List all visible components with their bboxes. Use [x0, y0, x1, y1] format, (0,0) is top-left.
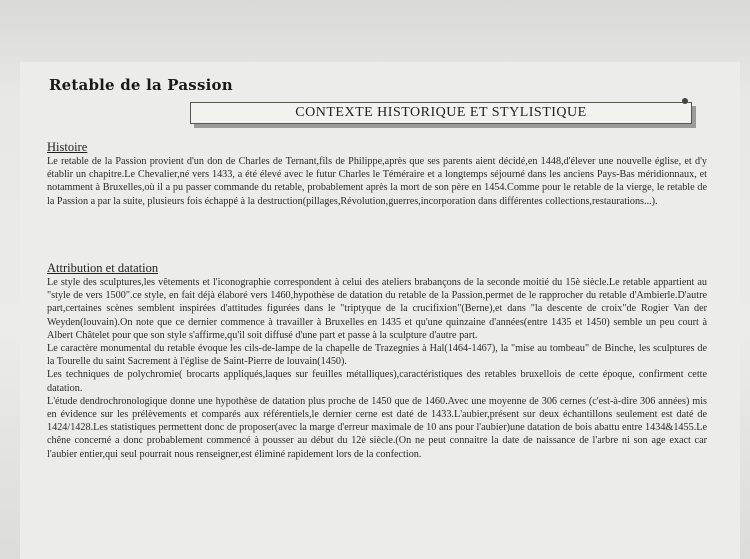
section-banner: CONTEXTE HISTORIQUE ET STYLISTIQUE	[190, 102, 692, 124]
section-heading: Attribution et datation	[47, 261, 159, 275]
ink-dot	[682, 98, 688, 104]
paragraph: Le style des sculptures,les vêtements et l'iconographie correspondent à celui des ateliers brabançons de la seconde moitié du 15è siècle.Le retable appartient au "style de vers 1500".ce style, en fait déjà élaboré vers 1460,hypothèse de datation du retable de la Passion,permet de le rapprocher du retable d'Ambierle.D'autre part,certaines scènes semblent inspirées d'attitudes figurées dans le "triptyque de la crucifixion"(Berne),et dans "la descente de croix"de Rogier Van der Weyden(louvain).On note que ce dernier commence à travailler à Bruxelles en 1435 et qu'une quinzaine d'années(entre 1435 et 1450) semble un peu court à Albert Châtelet pour que son style s'affirme,qu'il soit diffusé d'une part et passe à la sculpture d'autre part.	[47, 277, 707, 341]
paragraph: Le caractère monumental du retable évoque les cils-de-lampe de la chapelle de Trazegnies à Hal(1464-1467), la "mise au tombeau" de Binche, les sculptures de la Tourelle du saint Sacrement à l'église de Saint-Pierre de louvain(1450).	[47, 343, 707, 368]
section-histoire	[47, 140, 707, 208]
paragraph: L'étude dendrochronologique donne une hypothèse de datation plus proche de 1450 que de 1460.Avec une moyenne de 306 cernes (c'est-à-dire 306 années) mis en évidence sur les prélèvements et comparés aux référentiels,le dernier cerne est daté de 1433.L'aubier,présent sur deux échantillons seulement est daté de 1424/1428.Les statistiques permettent donc de proposer(avec la marge d'erreur maximale de 10 ans pour l'aubier)une datation de bois abattu entre 1434&1455.Le chêne concerné a donc probablement commencé à pousser au début du 12è siècle.(On ne peut connaitre la date de naissance de l'arbre ni son age exact car l'aubier entier,qui seul pourrait nous renseigner,est éliminé rapidement lors de la confection.	[47, 395, 707, 460]
section-attribution-datation	[47, 261, 707, 461]
paragraph: Le retable de la Passion provient d'un don de Charles de Ternant,fils de Philippe,après que ses parents aient décidé,en 1448,d'élever une nouvelle église, et d'y établir un chapitre.Le Chevalier,né vers 1433, a été élevé avec le futur Charles le Téméraire et a longtemps séjourné dans les anciens Pays-Bas méridionnaux, et notamment à Bruxelles,où il a pu passer commande du retable, probablement après la mort de son père en 1454.Comme pour le retable de la vierge, le retable de la Passion a par la suite, plusieurs fois échappé à la destruction(pillages,Révolution,guerres,incorporation dans différentes collections,restaurations...).	[47, 156, 707, 207]
paragraph: Les techniques de polychromie( brocarts appliqués,laques sur feuilles métalliques),caractéristiques des retables bruxellois de cette époque, confirment cette datation.	[47, 369, 707, 394]
section-heading: Histoire	[47, 140, 88, 154]
document-title: Retable de la Passion	[49, 76, 233, 94]
